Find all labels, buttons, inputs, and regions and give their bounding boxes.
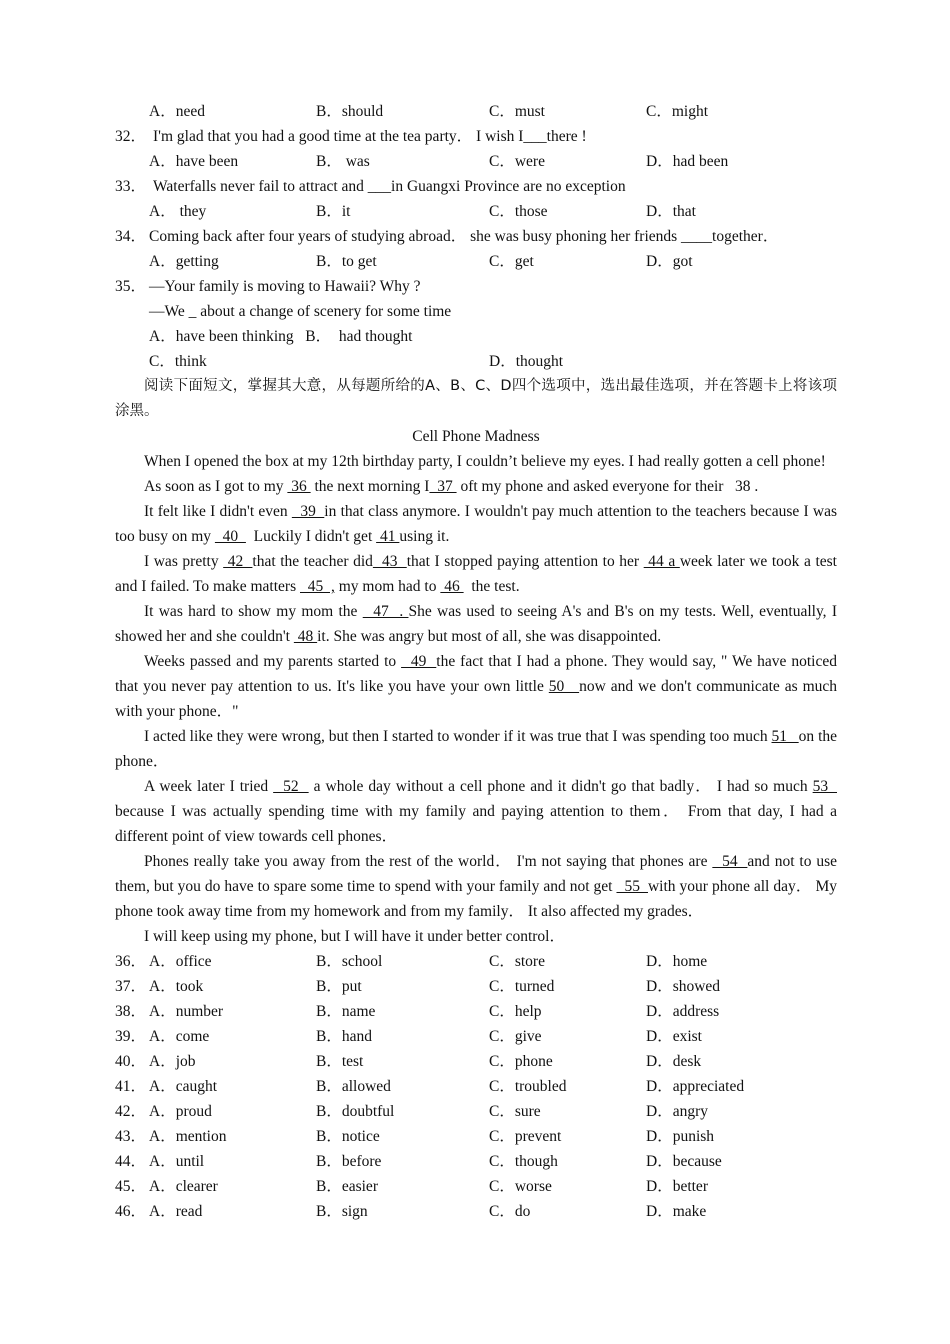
- option-c: C．those: [489, 203, 548, 220]
- blank-49: 49: [401, 653, 437, 670]
- blank-40: 40: [214, 528, 246, 545]
- blank-52: 52: [273, 778, 309, 795]
- question-number: 41．: [115, 1078, 147, 1095]
- answer-row: [115, 1149, 837, 1174]
- exam-page: [115, 99, 837, 1224]
- blank-54: 54: [712, 853, 748, 870]
- answer-row: [115, 1024, 837, 1049]
- option-a: A．caught: [149, 1078, 218, 1095]
- option-b: B．hand: [316, 1028, 372, 1045]
- blank-51: 51: [771, 728, 799, 745]
- paragraph-7: [115, 724, 837, 774]
- option-d: D．had been: [646, 153, 729, 170]
- paragraph-2: [115, 474, 837, 499]
- option-b: B．doubtful: [316, 1103, 395, 1120]
- answer-row: [115, 1074, 837, 1099]
- text: She was used to seeing A's and B's on my tests. Well, eventually, I showed her and she couldn't: [115, 603, 837, 645]
- paragraph-10: I will keep using my phone, but I will have it under better control．: [144, 928, 565, 945]
- option-c: C．help: [489, 1003, 542, 1020]
- answer-options: [115, 949, 837, 1224]
- option-d: D．punish: [646, 1128, 715, 1145]
- paragraph-4: [115, 549, 837, 599]
- answer-row: [115, 1099, 837, 1124]
- option-c: C．do: [489, 1203, 531, 1220]
- question-text: Coming back after four years of studying abroad． she was busy phoning her friends ____together．: [149, 228, 779, 245]
- blank-45: 45 ,: [300, 578, 335, 595]
- text: because I was actually spending time with my family and paying attention to them． From that day, I had a different point of view towards cell phones．: [115, 803, 837, 845]
- option-b: B．school: [316, 953, 383, 970]
- text: It felt like I didn't even: [144, 503, 292, 520]
- option-b: B．sign: [316, 1203, 368, 1220]
- option-d: D．got: [646, 253, 693, 270]
- option-c: C．store: [489, 953, 545, 970]
- question-number: 42．: [115, 1103, 147, 1120]
- text: that I stopped paying attention to her: [406, 553, 644, 570]
- text: my mom had to: [334, 578, 441, 595]
- text: I was pretty: [144, 553, 224, 570]
- q35-options-cd: [115, 349, 837, 374]
- paragraph-1: When I opened the box at my 12th birthday party, I couldn’t believe my eyes. I had really gotten a cell phone!: [144, 453, 826, 470]
- option-b: B．before: [316, 1153, 382, 1170]
- option-a: A．until: [149, 1153, 205, 1170]
- option-b: B．test: [316, 1053, 364, 1070]
- blank-43: 43: [372, 553, 407, 570]
- option-b: B．notice: [316, 1128, 380, 1145]
- option-d: D．address: [646, 1003, 720, 1020]
- text: the fact that I had a phone. They would say, " We have noticed that you never pay attention to us. It's like you have your own little: [115, 653, 837, 695]
- option-b: B．easier: [316, 1178, 378, 1195]
- option-c: C．were: [489, 153, 545, 170]
- option-a: A．job: [149, 1053, 196, 1070]
- paragraph-9: [115, 849, 837, 924]
- paragraph-5: [115, 599, 837, 649]
- blank-39: 39: [291, 503, 325, 520]
- option-a: A．mention: [149, 1128, 227, 1145]
- passage-title: Cell Phone Madness: [412, 428, 540, 445]
- option-d: D．thought: [489, 353, 564, 370]
- text: the next morning I: [310, 478, 430, 495]
- option-d: D．showed: [646, 978, 721, 995]
- paragraph-3: [115, 499, 837, 549]
- option-d: C．might: [646, 103, 709, 120]
- blank-48: 48: [293, 628, 318, 645]
- question-number: 39．: [115, 1028, 147, 1045]
- q34-stem: [115, 224, 837, 249]
- text: A week later I tried: [144, 778, 274, 795]
- option-a: A．need: [149, 103, 205, 120]
- question-text: —Your family is moving to Hawaii? Why ?: [149, 278, 421, 295]
- option-c: C．must: [489, 103, 545, 120]
- option-b: B．should: [316, 103, 384, 120]
- q33-stem: [115, 174, 837, 199]
- blank-44: 44 a: [643, 553, 680, 570]
- paragraph-6: [115, 649, 837, 724]
- option-d: D．better: [646, 1178, 708, 1195]
- option-c: C．give: [489, 1028, 542, 1045]
- option-c: C．think: [149, 353, 207, 370]
- text: oft my phone and asked everyone for their 38 .: [456, 478, 759, 495]
- option-a: A． they: [149, 203, 207, 220]
- option-c: C．worse: [489, 1178, 552, 1195]
- text: using it.: [399, 528, 450, 545]
- text: and not to use them, but you do have to spare some time to spend with your family and not get: [115, 853, 838, 895]
- option-d: D．desk: [646, 1053, 702, 1070]
- blank-53: 53: [812, 778, 837, 795]
- option-d: D．make: [646, 1203, 707, 1220]
- text: It was hard to show my mom the: [144, 603, 363, 620]
- answer-row: [115, 1199, 837, 1224]
- option-b: B．it: [316, 203, 351, 220]
- question-number: 37．: [115, 978, 147, 995]
- answer-row: [115, 949, 837, 974]
- option-d: D．home: [646, 953, 708, 970]
- blank-46: 46: [440, 578, 464, 595]
- q35-reply: [115, 299, 837, 324]
- text: a whole day without a cell phone and it didn't go that badly． I had so much: [308, 778, 813, 795]
- option-a: A．office: [149, 953, 212, 970]
- q35-stem: [115, 274, 837, 299]
- answer-row: [115, 1049, 837, 1074]
- question-number: 32．: [115, 128, 147, 145]
- question-number: 45．: [115, 1178, 147, 1195]
- q32-options: [115, 149, 837, 174]
- text: it. She was angry but most of all, she was disappointed.: [317, 628, 662, 645]
- blank-41: 41: [376, 528, 400, 545]
- blank-37: 37: [429, 478, 457, 495]
- text: with your phone all day． My phone took away time from my homework and from my family． It also affected my grades．: [115, 878, 837, 920]
- option-d: D．appreciated: [646, 1078, 745, 1095]
- option-a: A．clearer: [149, 1178, 218, 1195]
- option-d: D．exist: [646, 1028, 702, 1045]
- question-number: 43．: [115, 1128, 147, 1145]
- question-text: —We _ about a change of scenery for some time: [149, 303, 452, 320]
- q34-options: [115, 249, 837, 274]
- option-a: A．read: [149, 1203, 203, 1220]
- option-b: B．name: [316, 1003, 376, 1020]
- option-c: C．phone: [489, 1053, 553, 1070]
- question-number: 35．: [115, 278, 147, 295]
- blank-42: 42: [223, 553, 253, 570]
- text: As soon as I got to my: [144, 478, 288, 495]
- option-b: B．to get: [316, 253, 377, 270]
- paragraph-8: [115, 774, 837, 849]
- option-c: C．though: [489, 1153, 558, 1170]
- option-a: A．took: [149, 978, 204, 995]
- text: Phones really take you away from the rest of the world． I'm not saying that phones are: [144, 853, 713, 870]
- answer-row: [115, 999, 837, 1024]
- option-c: C．prevent: [489, 1128, 562, 1145]
- blank-36: 36: [287, 478, 311, 495]
- option-a: A．proud: [149, 1103, 212, 1120]
- option-b: B．put: [316, 978, 362, 995]
- text: on the phone．: [115, 728, 837, 770]
- question-number: 46．: [115, 1203, 147, 1220]
- option-a: A．number: [149, 1003, 224, 1020]
- blank-55: 55: [616, 878, 648, 895]
- option-a: A．come: [149, 1028, 210, 1045]
- text: I acted like they were wrong, but then I started to wonder if it was true that I was spending too much: [144, 728, 772, 745]
- text: now and we don't communicate as much with your phone．": [115, 678, 837, 720]
- blank-50: 50: [548, 678, 580, 695]
- option-b: B．allowed: [316, 1078, 391, 1095]
- option-c: C．get: [489, 253, 534, 270]
- section-instructions: 阅读下面短文，掌握其大意，从每题所给的A、B、C、D四个选项中，选出最佳选项，并在答题卡上将该项涂黑。: [115, 378, 837, 419]
- option-c: C．sure: [489, 1103, 541, 1120]
- text: Luckily I didn't get: [245, 528, 377, 545]
- text: in that class anymore. I wouldn't pay much attention to the teachers because I was too busy on my: [115, 503, 837, 545]
- answer-row: [115, 1174, 837, 1199]
- answer-row: [115, 974, 837, 999]
- text: that the teacher did: [252, 553, 373, 570]
- question-number: 34．: [115, 228, 147, 245]
- options-ab: A．have been thinking B． had thought: [149, 328, 413, 345]
- option-d: D．that: [646, 203, 696, 220]
- question-number: 36．: [115, 953, 147, 970]
- option-c: C．troubled: [489, 1078, 567, 1095]
- blank-47: 47 .: [362, 603, 409, 620]
- answer-row: [115, 1124, 837, 1149]
- question-number: 40．: [115, 1053, 147, 1070]
- q31-options: [115, 99, 837, 124]
- question-number: 44．: [115, 1153, 147, 1170]
- option-c: C．turned: [489, 978, 555, 995]
- q32-stem: [115, 124, 837, 149]
- question-text: Waterfalls never fail to attract and ___in Guangxi Province are no exception: [153, 178, 626, 195]
- option-a: A．getting: [149, 253, 219, 270]
- text: the test.: [463, 578, 520, 595]
- q33-options: [115, 199, 837, 224]
- option-a: A．have been: [149, 153, 239, 170]
- option-d: D．angry: [646, 1103, 708, 1120]
- question-text: I'm glad that you had a good time at the tea party． I wish I___there !: [153, 128, 587, 145]
- q35-options-ab: [115, 324, 837, 349]
- question-number: 38．: [115, 1003, 147, 1020]
- text: week later we took a test and I failed. To make matters: [115, 553, 837, 595]
- question-number: 33．: [115, 178, 147, 195]
- option-b: B． was: [316, 153, 370, 170]
- option-d: D．because: [646, 1153, 722, 1170]
- text: Weeks passed and my parents started to: [144, 653, 402, 670]
